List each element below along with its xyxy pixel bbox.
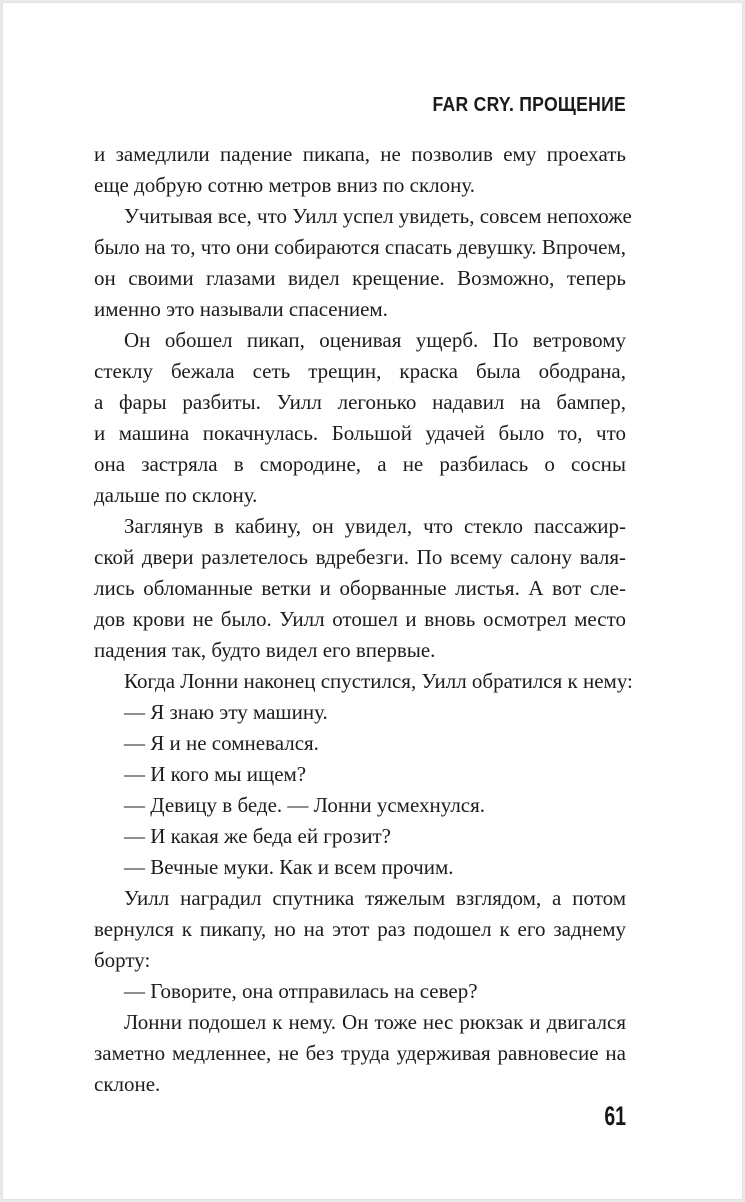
text-line: — Я и не сомневался. <box>124 731 319 755</box>
paragraph <box>94 883 626 976</box>
text-line: она застряла в смородине, а не разбилась о сосны <box>94 452 626 476</box>
text-line: еще добрую сотню метров вниз по склону. <box>94 173 476 197</box>
text-line: Заглянув в кабину, он увидел, что стекло пассажир- <box>124 514 626 538</box>
text-line: борту: <box>94 948 151 972</box>
dialogue-paragraph <box>94 728 626 759</box>
text-line: — Я знаю эту машину. <box>124 700 328 724</box>
text-line: — И какая же беда ей грозит? <box>124 824 391 848</box>
dialogue-paragraph <box>94 790 626 821</box>
text-line: стеклу бежала сеть трещин, краска была ободрана, <box>94 359 626 383</box>
text-line: лись обломанные ветки и оборванные листья. А вот сле- <box>94 576 626 600</box>
text-line: — Вечные муки. Как и всем прочим. <box>124 855 454 879</box>
paragraph <box>94 325 626 511</box>
text-line: падения так, будто видел его впервые. <box>94 638 436 662</box>
dialogue-paragraph <box>94 852 626 883</box>
text-line: склоне. <box>94 1072 161 1096</box>
dialogue-paragraph <box>94 697 626 728</box>
body-text <box>94 139 633 1100</box>
text-line: Уилл наградил спутника тяжелым взглядом, а потом <box>124 886 626 910</box>
text-line: именно это называли спасением. <box>94 297 388 321</box>
paragraph <box>94 1007 626 1100</box>
text-line: и машина покачнулась. Большой удачей было то, что <box>94 421 626 445</box>
dialogue-paragraph <box>94 821 626 852</box>
text-line: он своими глазами видел крещение. Возможно, теперь <box>94 266 626 290</box>
text-line: — И кого мы ищем? <box>124 762 307 786</box>
text-line: Учитывая все, что Уилл успел увидеть, совсем непохоже <box>124 204 632 228</box>
text-line: вернулся к пикапу, но на этот раз подошел к его заднему <box>94 917 626 941</box>
paragraph <box>94 511 626 666</box>
dialogue-paragraph <box>94 976 626 1007</box>
running-header: FAR CRY. ПРОЩЕНИЕ <box>432 94 626 116</box>
text-line: ской двери разлетелось вдребезги. По всему салону валя- <box>94 545 626 569</box>
text-line: дальше по склону. <box>94 483 258 507</box>
paragraph <box>94 139 626 201</box>
text-line: Лонни подошел к нему. Он тоже нес рюкзак и двигался <box>124 1010 626 1034</box>
book-page <box>2 2 743 1200</box>
dialogue-paragraph <box>94 759 626 790</box>
paragraph <box>94 201 632 325</box>
text-line: — Девицу в беде. — Лонни усмехнулся. <box>124 793 486 817</box>
text-line: Когда Лонни наконец спустился, Уилл обратился к нему: <box>124 669 633 693</box>
text-line: Он обошел пикап, оценивая ущерб. По ветровому <box>124 328 626 352</box>
text-line: дов крови не было. Уилл отошел и вновь осмотрел место <box>94 607 626 631</box>
paragraph <box>94 666 633 697</box>
text-line: и замедлили падение пикапа, не позволив ему проехать <box>94 142 626 166</box>
text-line: а фары разбиты. Уилл легонько надавил на бампер, <box>94 390 626 414</box>
text-line: заметно медленнее, не без труда удерживая равновесие на <box>94 1041 626 1065</box>
text-line: — Говорите, она отправилась на север? <box>124 979 478 1003</box>
text-line: было на то, что они собираются спасать девушку. Впрочем, <box>94 235 626 259</box>
page-number: 61 <box>604 1101 626 1131</box>
